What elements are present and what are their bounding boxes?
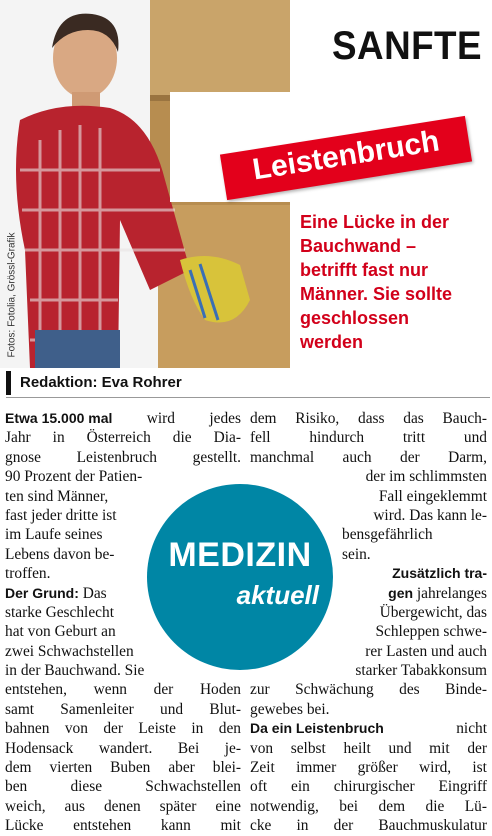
word: der: [103, 720, 123, 738]
line-text: im Laufe seines: [5, 526, 103, 544]
word: vierten: [49, 759, 93, 777]
word: größer: [357, 759, 398, 777]
text-line: [5, 700, 241, 719]
text-line: [5, 409, 241, 428]
word: Bauch-: [442, 410, 487, 427]
text-line: [5, 661, 241, 680]
word: von: [64, 720, 88, 738]
text-line: [250, 739, 487, 758]
badge-subtitle: aktuell: [236, 580, 319, 610]
word: Jahr: [5, 429, 31, 447]
word: der: [333, 817, 354, 835]
lead-line: werden: [300, 332, 364, 352]
line-text: zwei Schwachstellen: [5, 642, 134, 660]
word: gnose: [5, 448, 41, 466]
word: bahnen: [5, 720, 50, 738]
word: das: [403, 410, 424, 427]
line-text: hat von Geburt an: [5, 623, 116, 641]
word: und: [388, 739, 412, 757]
line-text: Fall eingeklemmt: [378, 487, 487, 505]
word: mit: [429, 739, 450, 757]
word: entstehen: [73, 817, 132, 835]
word: entstehen,: [5, 681, 67, 699]
text-line: [250, 777, 487, 796]
line-text: der im schlimmsten: [365, 468, 487, 486]
line-text: jahrelanges: [413, 584, 487, 602]
word: Leistenbruch: [76, 448, 157, 466]
text-line: [250, 758, 487, 777]
word: oft: [250, 778, 268, 796]
line-text: sein.: [342, 545, 371, 563]
text-line: [250, 448, 487, 467]
word: Dia-: [213, 429, 241, 447]
lead-line: geschlossen: [300, 308, 410, 328]
line-text: Übergewicht, das: [379, 603, 487, 621]
word: diese: [70, 778, 103, 796]
word: kann: [160, 817, 191, 835]
word: wird,: [419, 759, 452, 777]
text-line: [250, 428, 487, 447]
word: gestellt.: [192, 448, 241, 466]
text-line: [250, 700, 487, 719]
word: Leiste: [138, 720, 176, 738]
photo-credit-text: Fotos: Fotolia, Grössl-Grafik: [6, 232, 18, 358]
word: Binde-: [445, 681, 487, 699]
word: manchmal: [250, 448, 315, 466]
text-line: [250, 797, 487, 816]
text-line: [5, 758, 241, 777]
word: dem: [378, 797, 406, 815]
text-line: [250, 680, 487, 699]
byline-bar: [6, 371, 11, 395]
word: chirurgischer: [333, 778, 415, 796]
word: der: [153, 681, 174, 699]
byline-rule: [6, 397, 490, 398]
word: zur: [250, 681, 270, 699]
word: hindurch: [309, 429, 365, 447]
line-text: 90 Prozent der Patien-: [5, 468, 143, 486]
word: Samenleiter: [60, 700, 134, 718]
word: ein: [291, 778, 310, 796]
word: der: [400, 448, 420, 466]
bold-lead-in: Zusätzlich tra-: [392, 565, 487, 582]
text-line: [5, 467, 241, 486]
word: Zeit: [250, 759, 275, 777]
lead-line: Bauchwand –: [300, 236, 417, 256]
line-text: wird. Das kann le-: [373, 506, 487, 524]
line-text: Lebens davon be-: [5, 545, 115, 563]
line-text: fast jeder dritte ist: [5, 506, 117, 524]
line-text: in der Bauchwand. Sie: [5, 662, 145, 680]
line-text: starke Geschlecht: [5, 603, 114, 621]
word: Eingriff: [438, 778, 487, 796]
word: in: [191, 720, 204, 738]
text-line: [5, 448, 241, 467]
word: fell: [250, 429, 271, 447]
word: und: [463, 429, 487, 447]
text-line: [5, 680, 241, 699]
word: dem: [250, 410, 277, 427]
word: wandert.: [98, 739, 153, 757]
lead-line: Männer. Sie sollte: [300, 284, 453, 304]
word: aber: [168, 759, 195, 777]
word: samt: [5, 700, 35, 718]
line-text: bensgefährlich: [342, 526, 433, 544]
word: auch: [342, 448, 372, 466]
word: mit: [220, 817, 241, 835]
word: wenn: [93, 681, 127, 699]
lead-line: betrifft fast nur: [300, 260, 428, 280]
word: Schwachstellen: [145, 778, 241, 796]
word: aus: [64, 797, 86, 815]
word: cke: [250, 817, 272, 835]
text-line: [5, 719, 241, 738]
line-text: ten sind Männer,: [5, 487, 109, 505]
line-text: gewebes bei.: [250, 700, 330, 718]
word: Österreich: [86, 429, 151, 447]
text-line: [5, 777, 241, 796]
word: der: [467, 739, 487, 757]
word: Hoden: [199, 681, 241, 699]
text-line: [5, 816, 241, 835]
word: immer: [296, 759, 337, 777]
word: Bei: [177, 739, 200, 757]
word: Blut-: [209, 700, 241, 718]
word: denen: [103, 797, 141, 815]
text-line: [250, 409, 487, 428]
headline: SANFTE: [332, 24, 482, 68]
word: Buben: [110, 759, 151, 777]
word: ist: [472, 759, 487, 777]
photo-credit: [4, 232, 18, 360]
word: in: [52, 429, 65, 447]
line-text: Schleppen schwe-: [375, 623, 487, 641]
line-text: starker Tabakkonsum: [355, 662, 487, 680]
word: Hodensack: [5, 739, 74, 757]
word: Lü-: [464, 797, 487, 815]
line-text: rer Lasten und auch: [365, 642, 487, 660]
word: später: [159, 797, 197, 815]
text-line: [250, 661, 487, 680]
word: weich,: [5, 797, 46, 815]
word: dem: [5, 759, 32, 777]
text-line: [250, 816, 487, 835]
lead-text: [300, 210, 486, 354]
word: Darm,: [448, 448, 487, 466]
word: und: [160, 700, 184, 718]
word: notwendig,: [250, 797, 319, 815]
word: jedes: [209, 410, 241, 427]
word: die: [425, 797, 445, 815]
word: Lücke: [5, 817, 44, 835]
text-line: [5, 797, 241, 816]
word: Schwächung: [295, 681, 374, 699]
word: bei: [339, 797, 359, 815]
word: Risiko,: [295, 410, 340, 427]
line-text: Das: [78, 584, 107, 602]
byline: Redaktion: Eva Rohrer: [20, 374, 182, 391]
word: Bauchmuskulatur: [378, 817, 487, 835]
word: die: [172, 429, 192, 447]
lead-line: Eine Lücke in der: [300, 212, 450, 232]
bold-lead-in: Etwa 15.000 mal: [5, 410, 113, 426]
word: selbst: [290, 739, 326, 757]
word: den: [218, 720, 241, 738]
word: wird: [146, 410, 175, 427]
word: blei-: [212, 759, 241, 777]
text-line: [250, 467, 487, 486]
badge-title: MEDIZIN: [168, 536, 312, 574]
medizin-badge: [147, 484, 333, 670]
word: ben: [5, 778, 28, 796]
banner-title: Leistenbruch: [250, 124, 442, 187]
word: in: [296, 817, 309, 835]
text-line: [250, 719, 487, 738]
word: von: [250, 739, 274, 757]
word: eine: [215, 797, 241, 815]
bold-lead-in: gen: [388, 584, 414, 601]
word: nicht: [456, 720, 487, 738]
word: dass: [358, 410, 385, 427]
word: tritt: [402, 429, 426, 447]
word: heilt: [343, 739, 371, 757]
bold-lead-in: Da ein Leistenbruch: [250, 720, 384, 737]
word: je-: [224, 739, 241, 757]
text-line: [5, 739, 241, 758]
bold-lead-in: Der Grund:: [5, 584, 79, 601]
text-line: [5, 428, 241, 447]
line-text: troffen.: [5, 565, 51, 583]
word: des: [399, 681, 420, 699]
